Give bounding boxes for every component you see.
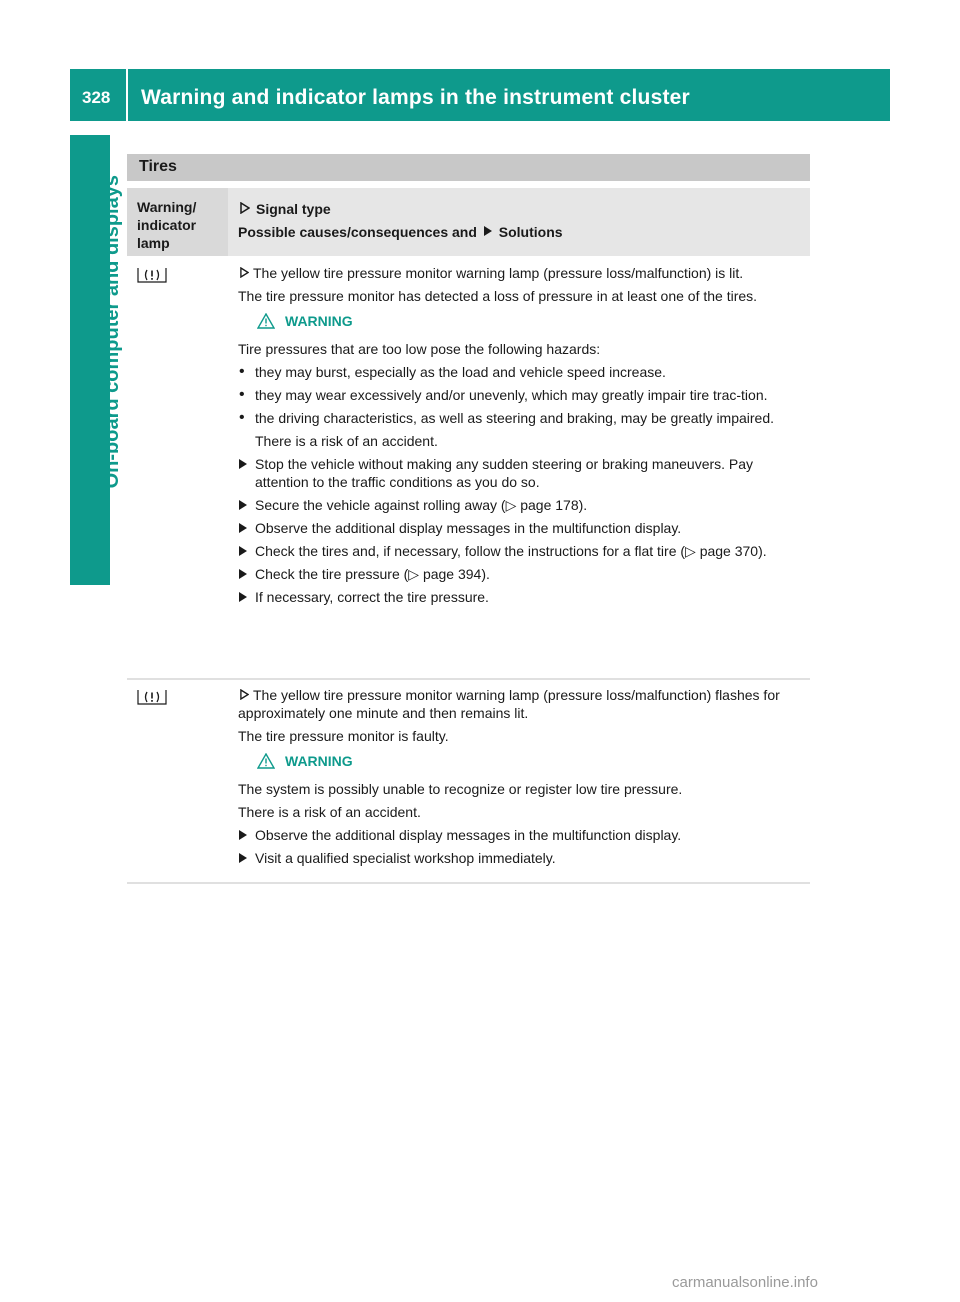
risk-text: There is a risk of an accident. [238,804,421,820]
step-item: Observe the additional display messages in the multifunction display. [238,519,806,537]
step-item: Visit a qualified specialist workshop immediately. [238,849,806,867]
warning-intro: Tire pressures that are too low pose the following hazards: [238,341,601,357]
warning-heading [257,752,806,770]
step-arrow-icon [239,500,247,510]
solution-arrow-icon [481,221,495,244]
chapter-tab-label: On-board computer and displays [101,175,123,489]
signal-text: The yellow tire pressure monitor warning lamp (pressure loss/malfunction) is lit. [238,264,806,282]
list-item: • they may wear excessively and/or unevenly, which may greatly impair tire trac-tion. [238,386,806,404]
step-item: Check the tires and, if necessary, follow the instructions for a flat tire (▷ page 370). [238,542,806,560]
table-header [127,188,810,256]
cause-text: The tire pressure monitor is faulty. [238,728,449,744]
row-divider [127,882,810,884]
warning-intro: The system is possibly unable to recognize or register low tire pressure. [238,781,683,797]
row-divider [127,678,810,680]
row-content [238,264,806,611]
step-arrow-icon [239,523,247,533]
tire-pressure-warning-icon [137,267,167,283]
warning-label: WARNING [285,313,353,329]
risk-text: There is a risk of an accident. [255,433,438,449]
warning-label: WARNING [285,753,353,769]
step-item: Stop the vehicle without making any sudden steering or braking maneuvers. Pay attention to the traffic conditions as you do so. [238,455,806,491]
signal-type-label: Signal type [256,201,331,217]
section-title: Tires [139,158,177,175]
page-title: Warning and indicator lamps in the instrument cluster [141,86,690,109]
list-item: • the driving characteristics, as well as steering and braking, may be greatly impaired. [238,409,806,427]
step-arrow-icon [239,592,247,602]
page-header [70,69,890,121]
step-item: If necessary, correct the tire pressure. [238,588,806,606]
solutions-label: Solutions [498,224,563,240]
watermark-link[interactable]: carmanualsonline.info [672,1274,818,1291]
causes-label: Possible causes/consequences and [238,224,477,240]
step-item: Secure the vehicle against rolling away (▷ page 178). [238,496,806,514]
warning-triangle-icon [257,753,275,769]
step-arrow-icon [239,830,247,840]
warning-heading [257,312,806,330]
step-item: Observe the additional display messages in the multifunction display. [238,826,806,844]
list-item: • they may burst, especially as the load and vehicle speed increase. [238,363,806,381]
step-item: Check the tire pressure (▷ page 394). [238,565,806,583]
section-title-bar [127,154,810,181]
signal-triangle-icon [238,264,250,282]
cause-text: The tire pressure monitor has detected a loss of pressure in at least one of the tires. [238,288,758,304]
step-arrow-icon [239,546,247,556]
signal-column-header [238,198,563,244]
step-arrow-icon [239,853,247,863]
page-number: 328 [82,88,111,107]
signal-triangle-icon [238,686,250,704]
warning-triangle-icon [257,313,275,329]
lamp-column-header [127,188,228,256]
header-divider [126,69,128,121]
step-arrow-icon [239,569,247,579]
signal-text: The yellow tire pressure monitor warning lamp (pressure loss/malfunction) flashes for approximately one minute and then remains lit. [238,687,780,721]
signal-triangle-icon [238,198,252,221]
step-arrow-icon [239,459,247,469]
tire-pressure-warning-icon [137,689,167,705]
lamp-column-header-label: Warning/ indicator lamp [137,199,197,251]
row-content [238,686,806,872]
